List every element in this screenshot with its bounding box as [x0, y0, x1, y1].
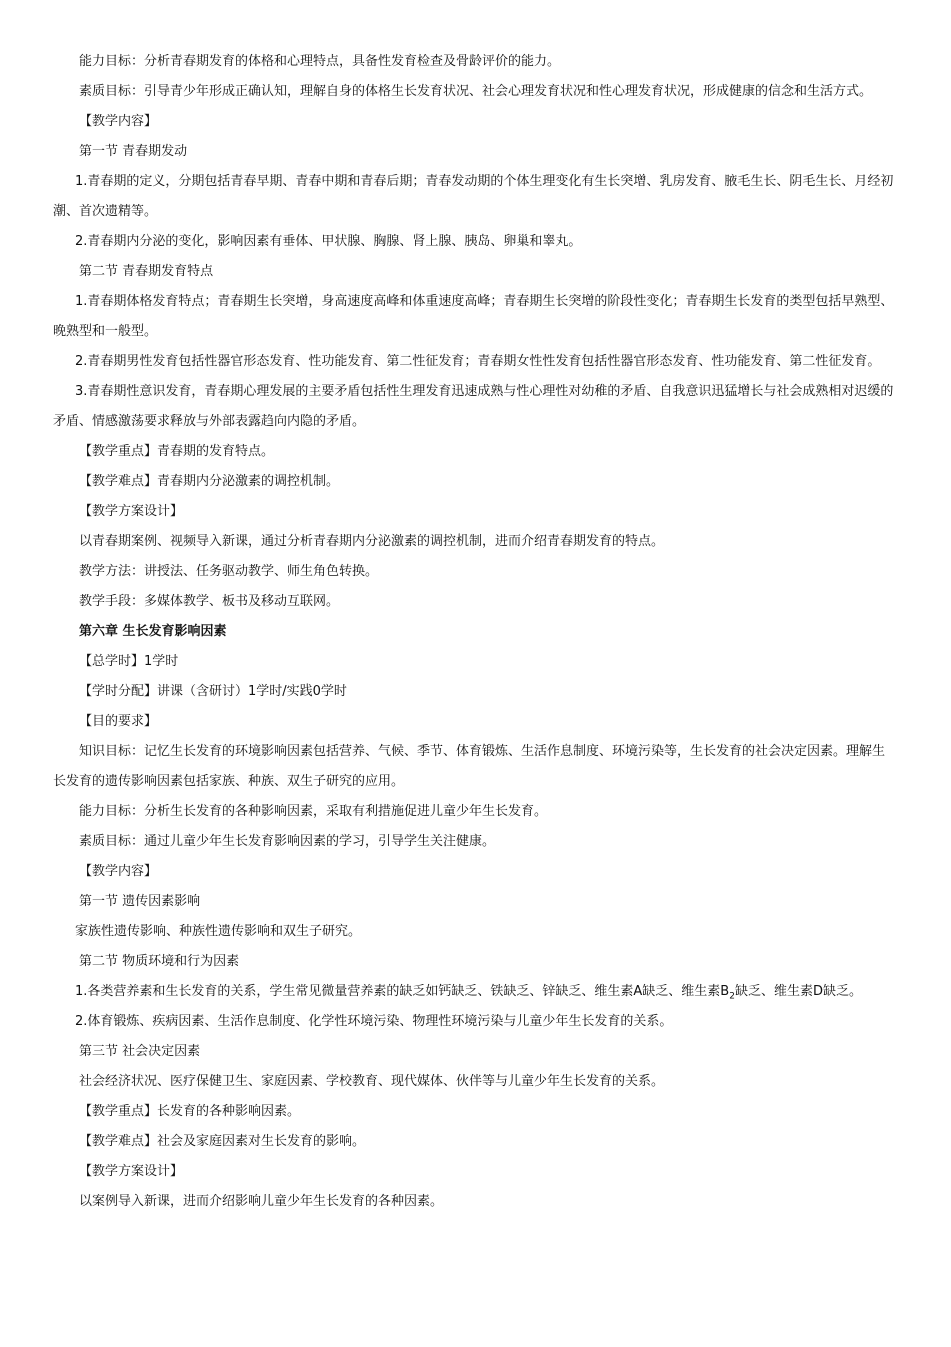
content-item-3: 1.青春期体格发育特点；青春期生长突增，身高速度高峰和体重速度高峰；青春期生长突增的阶段性变化；青春期生长发育的类型包括早熟型、晚熟型和一般型。 [53, 294, 894, 339]
teaching-focus-2: 【教学重点】长发育的各种影响因素。 [79, 1104, 301, 1119]
total-hours: 【总学时】1学时 [79, 654, 179, 669]
nutrition-item [53, 977, 896, 1007]
objectives-heading: 【目的要求】 [79, 714, 158, 729]
hour-allocation: 【学时分配】讲课（含研讨）1学时/实践0学时 [79, 684, 347, 699]
genetic-text: 家族性遗传影响、种族性遗传影响和双生子研究。 [75, 924, 362, 939]
section-1-heading: 第一节 青春期发动 [79, 144, 188, 159]
section-social-heading: 第三节 社会决定因素 [79, 1044, 201, 1059]
teaching-difficulty: 【教学难点】青春期内分泌激素的调控机制。 [79, 474, 340, 489]
content-item-2: 2.青春期内分泌的变化，影响因素有垂体、甲状腺、胸腺、肾上腺、胰岛、卵巢和睾丸。 [75, 234, 582, 249]
nutrition-text-a: 1.各类营养素和生长发育的关系，学生常见微量营养素的缺乏如钙缺乏、铁缺乏、锌缺乏、维生素A缺乏、维生素B [75, 984, 730, 999]
teaching-content-heading: 【教学内容】 [79, 114, 158, 129]
quality-objective: 素质目标：通过儿童少年生长发育影响因素的学习，引导学生关注健康。 [79, 834, 496, 849]
teaching-plan-text-2: 以案例导入新课，进而介绍影响儿童少年生长发育的各种因素。 [79, 1194, 444, 1209]
teaching-methods: 教学方法：讲授法、任务驱动教学、师生角色转换。 [79, 564, 379, 579]
knowledge-objective: 知识目标：记忆生长发育的环境影响因素包括营养、气候、季节、体育锻炼、生活作息制度、环境污染等，生长发育的社会决定因素。理解生长发育的遗传影响因素包括家族、种族、双生子研究的应用。 [53, 744, 886, 789]
teaching-plan-text: 以青春期案例、视频导入新课，通过分析青春期内分泌激素的调控机制，进而介绍青春期发育的特点。 [79, 534, 665, 549]
exercise-item: 2.体育锻炼、疾病因素、生活作息制度、化学性环境污染、物理性环境污染与儿童少年生长发育的关系。 [75, 1014, 673, 1029]
nutrition-text-b: 缺乏、维生素D缺乏。 [734, 984, 862, 999]
vitamin-b-subscript: 2 [729, 991, 735, 1002]
ability-objective-puberty: 能力目标：分析青春期发育的体格和心理特点，具备性发育检查及骨龄评价的能力。 [79, 54, 561, 69]
section-environment-heading: 第二节 物质环境和行为因素 [79, 954, 240, 969]
teaching-content-heading-2: 【教学内容】 [79, 864, 158, 879]
ability-objective: 能力目标：分析生长发育的各种影响因素，采取有利措施促进儿童少年生长发育。 [79, 804, 548, 819]
content-item-5: 3.青春期性意识发育，青春期心理发展的主要矛盾包括性生理发育迅速成熟与性心理性对幼稚的矛盾、自我意识迅猛增长与社会成熟相对迟缓的矛盾、情感激荡要求释放与外部表露趋向内隐的矛盾。 [53, 384, 894, 429]
teaching-difficulty-2: 【教学难点】社会及家庭因素对生长发育的影响。 [79, 1134, 366, 1149]
content-item-4: 2.青春期男性发育包括性器官形态发育、性功能发育、第二性征发育；青春期女性性发育包括性器官形态发育、性功能发育、第二性征发育。 [75, 354, 881, 369]
section-2-heading: 第二节 青春期发育特点 [79, 264, 214, 279]
teaching-plan-heading-2: 【教学方案设计】 [79, 1164, 184, 1179]
teaching-plan-heading: 【教学方案设计】 [79, 504, 184, 519]
social-text: 社会经济状况、医疗保健卫生、家庭因素、学校教育、现代媒体、伙伴等与儿童少年生长发育的关系。 [79, 1074, 665, 1089]
quality-objective-puberty: 素质目标：引导青少年形成正确认知，理解自身的体格生长发育状况、社会心理发育状况和性心理发育状况，形成健康的信念和生活方式。 [79, 84, 873, 99]
chapter-6-title: 第六章 生长发育影响因素 [79, 624, 227, 639]
teaching-focus: 【教学重点】青春期的发育特点。 [79, 444, 275, 459]
content-item-1: 1.青春期的定义，分期包括青春早期、青春中期和青春后期；青春发动期的个体生理变化有生长突增、乳房发育、腋毛生长、阴毛生长、月经初潮、首次遗精等。 [53, 174, 894, 219]
section-genetic-heading: 第一节 遗传因素影响 [79, 894, 201, 909]
teaching-means: 教学手段：多媒体教学、板书及移动互联网。 [79, 594, 340, 609]
